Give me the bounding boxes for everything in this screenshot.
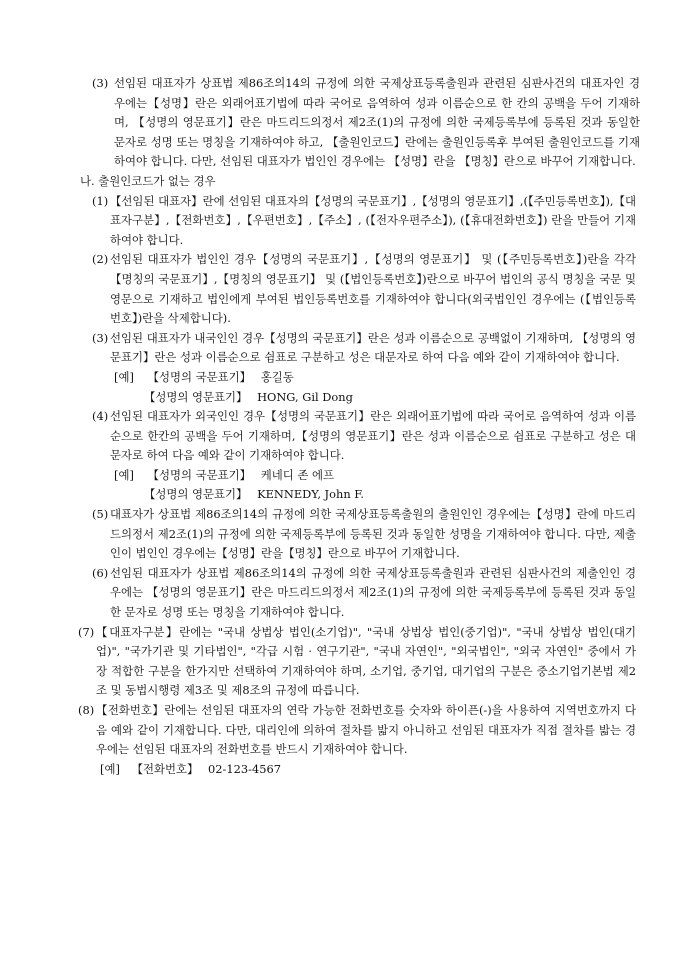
- example-value: HONG, Gil Dong: [257, 389, 353, 404]
- item-number: (5): [92, 507, 109, 522]
- example-row: [114, 368, 636, 388]
- example-label: [예]: [100, 761, 120, 776]
- item-text: 【선임된 대표자】란에 선임된 대표자의【성명의 국문표기】,【성명의 영문표기】,(【주민등록번호】),【대표자구분】,【전화번호】,【우편번호】,【주소】, (【전자우편주소】), (【휴대전화번호】) 란을 만들어 기재하여야 합니다.: [110, 193, 636, 247]
- item-number: (3): [92, 330, 109, 345]
- example-field: 【성명의 영문표기】: [144, 389, 248, 404]
- item-text: 선임된 대표자가 법인인 경우【성명의 국문표기】,【성명의 영문표기】 및 (【주민등록번호】)란을 각각【명칭의 국문표기】,【명칭의 영문표기】 및 (【법인등록번호】)란으로 바꾸어 법인의 공식 명칭을 국문 및 영문으로 기재하고 법인에게 부여된 법인등록번호를 기재하여야 합니다(외국법인인 경우에는 (【법인등록번호】)란을 삭제합니다).: [110, 252, 636, 326]
- item-number: (1): [92, 193, 109, 208]
- item-number: (4): [92, 409, 109, 424]
- item-b-5: [92, 505, 636, 564]
- example-block: [110, 368, 636, 407]
- example-row: [114, 466, 636, 486]
- item-b-6: [92, 564, 636, 623]
- item-b-1: [92, 192, 636, 251]
- item-a-3: [92, 74, 640, 172]
- item-b-4: [92, 407, 636, 505]
- item-number: (7): [78, 624, 95, 639]
- item-b-3: [92, 329, 636, 407]
- item-b-2: [92, 250, 636, 328]
- item-text: 선임된 대표자가 외국인인 경우【성명의 국문표기】란은 외래어표기법에 따라 국어로 음역하여 성과 이름순으로 한칸의 공백을 두어 기재하며,【성명의 영문표기】란은 성과 이름순으로 쉼표로 구분하고 성은 대문자로 하여 다음 예와 같이 기재하여야 합니다.: [110, 409, 636, 463]
- item-text: 대표자가 상표법 제86조의14의 규정에 의한 국제상표등록출원의 출원인인 경우에는【성명】란에 마드리드의정서 제2조(1)의 규정에 의한 국제등록부에 등록된 것과 동일한 성명을 기재하여야 합니다. 다만, 제출인이 법인인 경우에는【성명】란을【명칭】란으로 바꾸어 기재합니다.: [110, 507, 636, 561]
- example-field: 【전화번호】: [131, 761, 199, 776]
- item-8: [78, 701, 636, 779]
- item-text: 선임된 대표자가 내국인인 경우【성명의 국문표기】란은 성과 이름순으로 공백없이 기재하며, 【성명의 영문표기】란은 성과 이름순으로 쉼표로 구분하고 성은 대문자로 하여 다음 예와 같이 기재하여야 합니다.: [110, 330, 636, 365]
- example-row: [114, 388, 636, 408]
- example-block: [110, 466, 636, 505]
- item-number: (3): [92, 76, 109, 90]
- item-number: (6): [92, 565, 109, 580]
- example-field: 【성명의 국문표기】: [147, 369, 252, 384]
- section-b-heading: 나. 출원인코드가 없는 경우: [80, 173, 216, 188]
- example-value: 홍길동: [260, 369, 294, 384]
- example-label: [예]: [114, 369, 134, 384]
- item-7: [78, 623, 636, 701]
- item-text: 선임된 대표자가 상표법 제86조의14의 규정에 의한 국제상표등록출원과 관련된 심판사건의 제출인인 경우에는 【성명의 영문표기】란은 마드리드의정서 제2조(1)의 규정에 의한 국제등록부에 등록된 것과 동일한 문자로 성명 또는 명칭을 기재하여야 합니다.: [110, 565, 636, 620]
- example-value: 02-123-4567: [208, 761, 281, 776]
- example-value: KENNEDY, John F.: [257, 487, 365, 502]
- example-value: 케네디 존 에프: [260, 467, 334, 482]
- item-number: (8): [78, 703, 95, 717]
- example-label: [예]: [114, 467, 134, 482]
- item-text: 【대표자구분】란에는 "국내 상법상 법인(소기업)", "국내 상법상 법인(중기업)", "국내 상법상 법인(대기업)", "국가기관 및 기타법인", "각급 시험 · 연구기관", "국내 자연인", "외국법인", "외국 자연인" 중에서 가장 적합한 구분을 한가지만 선택하여 기재하여야 하며, 소기업, 중기업, 대기업의 구분은 중소기업기본법 제2조 및 동법시행령 제3조 및 제8조의 규정에 따릅니다.: [96, 624, 636, 698]
- item-text: 【전화번호】란에는 선임된 대표자의 연락 가능한 전화번호를 숫자와 하이픈(-)을 사용하여 지역번호까지 다음 예와 같이 기재합니다. 다만, 대리인에 의하여 절차를 밟지 아니하고 선임된 대표자가 직접 절차를 밟는 경우에는 선임된 대표자의 전화번호를 반드시 기재하여야 합니다.: [96, 703, 636, 757]
- example-row: [114, 485, 636, 505]
- example-field: 【성명의 영문표기】: [144, 487, 248, 502]
- example-row: [96, 760, 636, 780]
- item-number: (2): [92, 252, 109, 267]
- example-field: 【성명의 국문표기】: [147, 467, 252, 482]
- item-text: 선임된 대표자가 상표법 제86조의14의 규정에 의한 국제상표등록출원과 관련된 심판사건의 대표자인 경우에는【성명】란은 외래어표기법에 따라 국어로 음역하여 성과 이름순으로 한 칸의 공백을 두어 기재하며, 【성명의 영문표기】란은 마드리드의정서 제2조(1)의 규정에 의한 국제등록부에 등록된 것과 동일한 문자로 성명 또는 명칭을 기재하여야 하고, 【출원인코드】란에는 출원인등록후 부여된 출원인코드를 기재하여야 합니다. 다만, 선임된 대표자가 법인인 경우에는 【성명】란을 【명칭】란으로 바꾸어 기재합니다.: [114, 76, 640, 169]
